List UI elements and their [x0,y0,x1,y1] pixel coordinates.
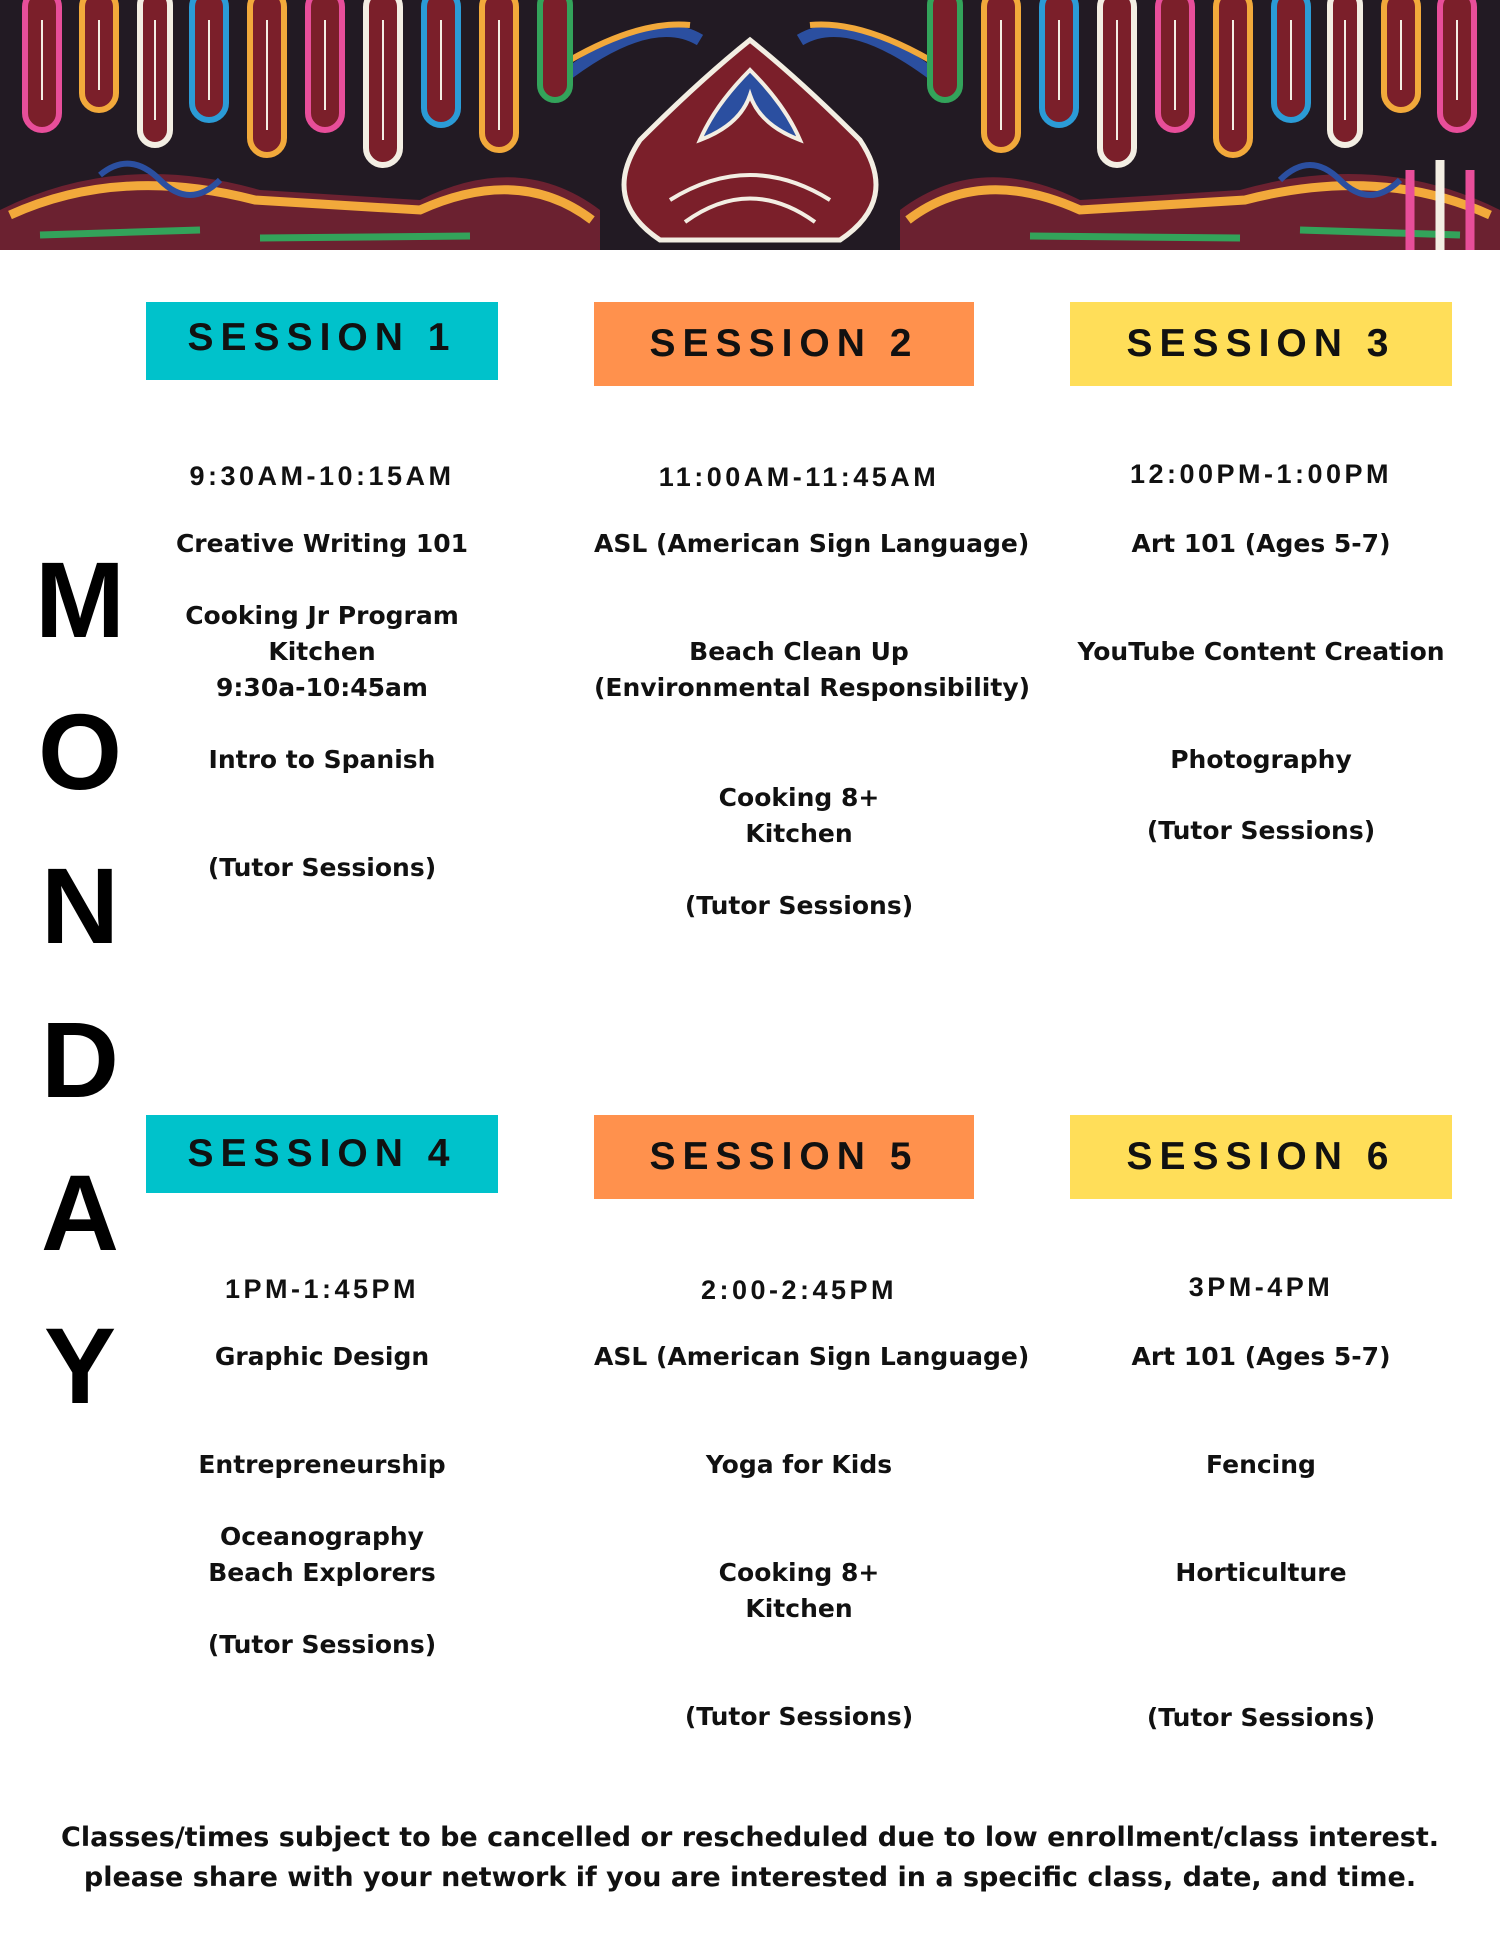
class-item: Cooking 8+ [718,1558,880,1587]
class-item: (Tutor Sessions) [1146,816,1376,845]
class-item: 9:30a-10:45am [216,673,428,702]
footer-notice: Classes/times subject to be cancelled or rescheduled due to low enrollment/class interest. [61,1822,1439,1853]
session-3-header: SESSION 3 [1070,302,1452,386]
session-4-header: SESSION 4 [146,1115,498,1193]
class-item: Oceanography [220,1522,424,1551]
class-item: (Tutor Sessions) [1146,1703,1376,1732]
class-item: Kitchen [745,1594,853,1623]
session-time: 2:00-2:45PM [700,1275,898,1305]
session-time: 12:00PM-1:00PM [1129,459,1393,489]
class-item: (Tutor Sessions) [207,853,437,882]
class-item: Cooking Jr Program [185,601,459,630]
class-item: Art 101 (Ages 5-7) [1131,1342,1391,1371]
class-item: Horticulture [1175,1558,1347,1587]
session-time: 11:00AM-11:45AM [658,462,940,492]
class-item: Kitchen [268,637,376,666]
session-1-header: SESSION 1 [146,302,498,380]
class-item: (Tutor Sessions) [684,891,914,920]
day-letter: O [37,691,122,812]
class-item: Beach Explorers [208,1558,436,1587]
session-2-header: SESSION 2 [594,302,974,386]
mola-textile-banner [0,0,1500,250]
day-letter: M [35,539,125,660]
class-item: (Tutor Sessions) [207,1630,437,1659]
class-item: Fencing [1206,1450,1316,1479]
class-item: Photography [1170,745,1352,774]
footer-share-note: please share with your network if you are interested in a specific class, date, and time. [83,1862,1417,1893]
class-item: Kitchen [745,819,853,848]
class-item: Beach Clean Up [689,637,909,666]
session-time: 1PM-1:45PM [224,1274,420,1304]
day-letter: Y [43,1305,117,1426]
day-letter: A [41,1152,119,1273]
class-item: ASL (American Sign Language) [594,1342,1030,1371]
class-item: Yoga for Kids [705,1450,893,1479]
class-item: YouTube Content Creation [1077,637,1445,666]
session-5-header: SESSION 5 [594,1115,974,1199]
class-item: Entrepreneurship [198,1450,446,1479]
class-item: Creative Writing 101 [175,529,469,558]
session-6-header: SESSION 6 [1070,1115,1452,1199]
class-item: (Tutor Sessions) [684,1702,914,1731]
class-item: Intro to Spanish [208,745,436,774]
session-time: 3PM-4PM [1188,1272,1334,1302]
day-letter: N [41,845,119,966]
class-item: Art 101 (Ages 5-7) [1131,529,1391,558]
class-item: ASL (American Sign Language) [594,529,1030,558]
class-item: Cooking 8+ [718,783,880,812]
session-time: 9:30AM-10:15AM [189,461,455,491]
day-letter: D [41,999,119,1120]
class-item: Graphic Design [214,1342,430,1371]
class-item: (Environmental Responsibility) [594,673,1031,702]
